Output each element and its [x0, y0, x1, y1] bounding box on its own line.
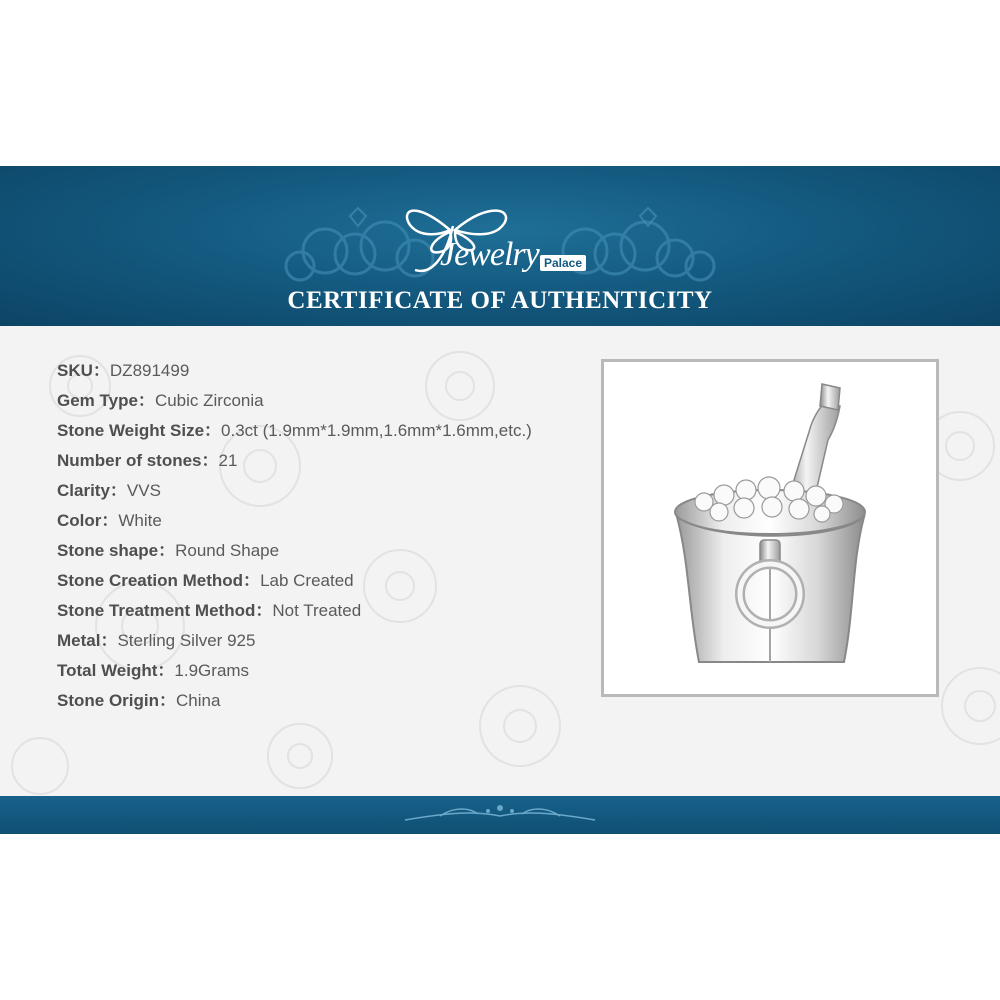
spec-row-stone-weight-size [57, 416, 532, 446]
spec-row-stone-treatment-method [57, 596, 532, 626]
spec-label: Number of stones： [57, 451, 219, 470]
spec-label: Clarity： [57, 481, 127, 500]
spec-value: DZ891499 [109, 361, 190, 380]
spec-value: 21 [218, 451, 238, 470]
certificate-title: CERTIFICATE OF AUTHENTICITY [287, 287, 713, 314]
product-image-frame [601, 359, 939, 697]
logo-badge: Palace [540, 255, 586, 271]
ornament-divider-icon [0, 796, 1000, 834]
spec-value: Lab Created [260, 571, 354, 590]
spec-label: Stone Origin： [57, 691, 176, 710]
spec-label: Metal： [57, 631, 118, 650]
spec-label: Total Weight： [57, 661, 175, 680]
footer-banner [0, 796, 1000, 834]
spec-value: Not Treated [272, 601, 362, 620]
spec-label: Color： [57, 511, 119, 530]
spec-row-gem-type [57, 386, 532, 416]
spec-value: 1.9Grams [174, 661, 250, 680]
spec-row-metal [57, 626, 532, 656]
spec-label: Stone shape： [57, 541, 176, 560]
spec-value: Cubic Zirconia [154, 391, 264, 410]
spec-row-stone-origin [57, 686, 532, 716]
spec-value: Sterling Silver 925 [117, 631, 256, 650]
spec-value: 0.3ct (1.9mm*1.9mm,1.6mm*1.6mm,etc.) [221, 421, 532, 440]
spec-label: Stone Creation Method： [57, 571, 261, 590]
spec-label: Gem Type： [57, 391, 155, 410]
spec-label: SKU： [57, 361, 110, 380]
logo-wordmark: Jewelry [440, 236, 539, 273]
spec-label: Stone Weight Size： [57, 421, 222, 440]
spec-label: Stone Treatment Method： [57, 601, 273, 620]
spec-row-sku [57, 356, 532, 386]
spec-row-number-of-stones [57, 446, 532, 476]
spec-row-color [57, 506, 532, 536]
spec-value: White [118, 511, 162, 530]
spec-value: China [176, 691, 221, 710]
spec-list [57, 356, 532, 716]
spec-row-stone-creation-method [57, 566, 532, 596]
spec-value: VVS [126, 481, 161, 500]
champagne-bucket-charm-image [604, 362, 936, 694]
spec-row-clarity [57, 476, 532, 506]
spec-row-total-weight [57, 656, 532, 686]
spec-row-stone-shape [57, 536, 532, 566]
spec-value: Round Shape [175, 541, 280, 560]
